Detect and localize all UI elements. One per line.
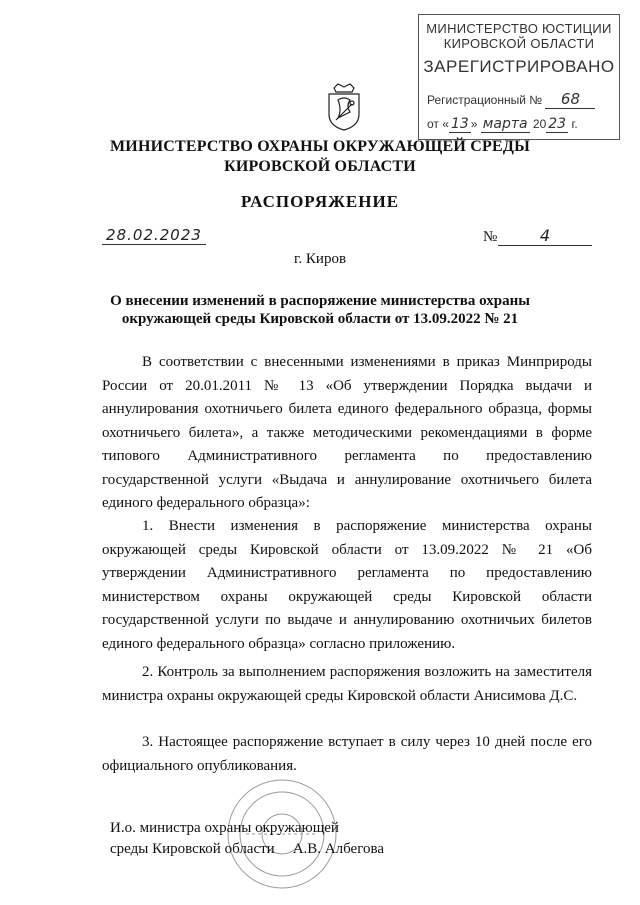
document-city: г. Киров xyxy=(293,251,347,267)
signature-row xyxy=(110,841,384,858)
paragraph-preamble: В соответствии с внесенными изменениями в приказ Минприроды России от 20.01.2011 № 13 «Об утверждении Порядка выдачи и аннулирования охотничьего билета единого федерального образца, формы охотничьего билета», а также методическими рекомендациями в форме типового Административного регламента по предоставлению государственной услуги «Выдача и аннулирование охотничьего билета единого федерального образца»: xyxy=(102,354,592,511)
stamp-reg-label: Регистрационный № xyxy=(427,93,543,107)
signature-title-line2: среды Кировской области xyxy=(110,841,275,857)
stamp-year-suffix: г. xyxy=(571,117,578,131)
signature-title-line1: И.о. министра охраны окружающей xyxy=(110,820,339,836)
stamp-reg-number: 68 xyxy=(545,90,595,109)
document-date: 28.02.2023 xyxy=(102,226,206,245)
ministry-name-line2: КИРОВСКОЙ ОБЛАСТИ xyxy=(224,158,416,175)
stamp-registered: ЗАРЕГИСТРИРОВАНО xyxy=(423,57,615,76)
subject-line1: О внесении изменений в распоряжение министерства охраны xyxy=(110,293,530,309)
paragraph-item-1: 1. Внести изменения в распоряжение министерства охраны окружающей среды Кировской области от 13.09.2022 № 21 «Об утверждении Административного регламента по предоставлению министерством охраны окружающей среды Кировской области государственной услуги по выдаче и аннулированию охотничьих билетов единого федерального образца» согласно приложению. xyxy=(102,518,592,652)
coat-of-arms-icon xyxy=(324,82,364,132)
document-number-label: № xyxy=(483,229,498,245)
stamp-reg-number-row xyxy=(427,90,595,109)
signatory-name: А.В. Албегова xyxy=(292,841,385,857)
stamp-ministry-line1: МИНИСТЕРСТВО ЮСТИЦИИ xyxy=(426,21,612,36)
stamp-reg-year: 23 xyxy=(548,116,567,132)
registration-stamp xyxy=(418,14,620,140)
document-number: 4 xyxy=(498,226,592,246)
ministry-name-line1: МИНИСТЕРСТВО ОХРАНЫ ОКРУЖАЮЩЕЙ СРЕДЫ xyxy=(110,138,530,155)
stamp-reg-month: марта xyxy=(482,116,528,132)
stamp-close-quote: » xyxy=(470,117,478,131)
paragraph-item-2: 2. Контроль за выполнением распоряжения возложить на заместителя министра охраны окружающей среды Кировской области Анисимова Д.С. xyxy=(102,664,592,704)
stamp-open-quote: « xyxy=(442,117,449,131)
paragraph-item-3: 3. Настоящее распоряжение вступает в силу через 10 дней после его официального опубликования. xyxy=(102,734,592,774)
document-type: РАСПОРЯЖЕНИЕ xyxy=(240,192,400,211)
stamp-date-row xyxy=(427,116,578,132)
stamp-ministry-line2: КИРОВСКОЙ ОБЛАСТИ xyxy=(443,36,595,51)
stamp-from-label: от xyxy=(427,117,439,131)
stamp-year-prefix: 20 xyxy=(532,117,547,131)
subject-line2: окружающей среды Кировской области от 13.09.2022 № 21 xyxy=(121,311,519,327)
stamp-reg-day: 13 xyxy=(450,116,469,132)
